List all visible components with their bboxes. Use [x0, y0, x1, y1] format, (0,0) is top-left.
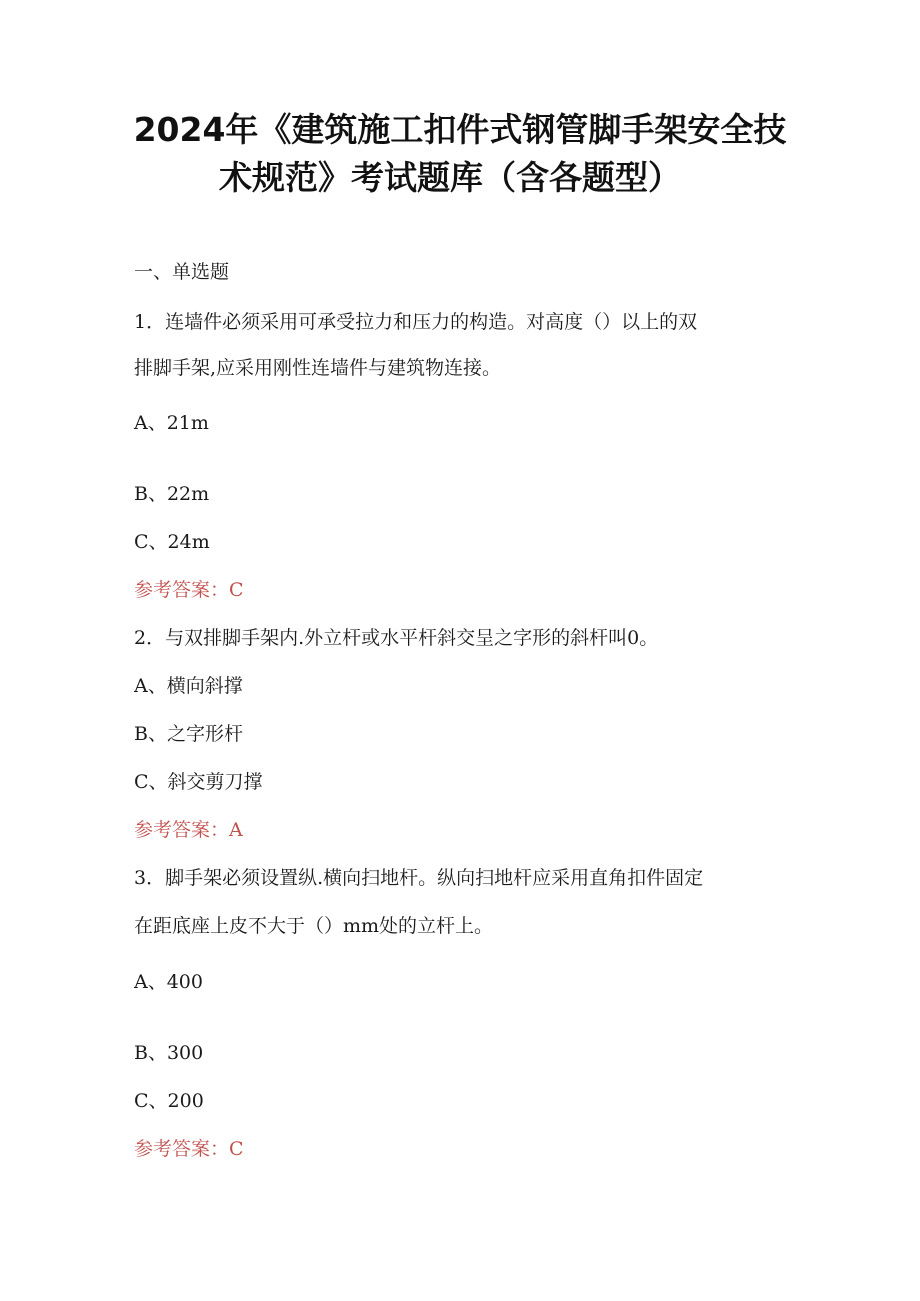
question-2-option-c: C、斜交剪刀撑	[134, 771, 263, 793]
question-1-stem-line-1: 1．连墙件必须采用可承受拉力和压力的构造。对高度（）以上的双	[134, 311, 698, 333]
question-2-answer: 参考答案：A	[134, 819, 243, 841]
question-2-option-b: B、之字形杆	[134, 723, 243, 745]
question-3-stem-line-2: 在距底座上皮不大于（）mm处的立杆上。	[134, 915, 494, 937]
question-2-stem-line-1: 2．与双排脚手架内.外立杆或水平杆斜交呈之字形的斜杆叫0。	[134, 627, 659, 649]
question-2-option-a: A、横向斜撑	[134, 675, 243, 697]
question-1-option-a: A、21m	[134, 412, 209, 434]
question-3-answer: 参考答案：C	[134, 1138, 244, 1160]
question-1-option-b: B、22m	[134, 483, 210, 505]
question-3-option-c: C、200	[134, 1090, 204, 1112]
question-1-answer: 参考答案：C	[134, 579, 244, 601]
section-heading: 一、单选题	[134, 261, 230, 283]
question-3-option-b: B、300	[134, 1042, 204, 1064]
document-title-line-2: 术规范》考试题库（含各题型）	[219, 158, 681, 197]
question-1-option-c: C、24m	[134, 531, 210, 553]
question-3-stem-line-1: 3．脚手架必须设置纵.横向扫地杆。纵向扫地杆应采用直角扣件固定	[134, 867, 704, 889]
question-1-stem-line-2: 排脚手架,应采用刚性连墙件与建筑物连接。	[134, 357, 502, 379]
question-3-option-a: A、400	[134, 971, 203, 993]
document-title-line-1: 2024年《建筑施工扣件式钢管脚手架安全技	[133, 110, 787, 149]
